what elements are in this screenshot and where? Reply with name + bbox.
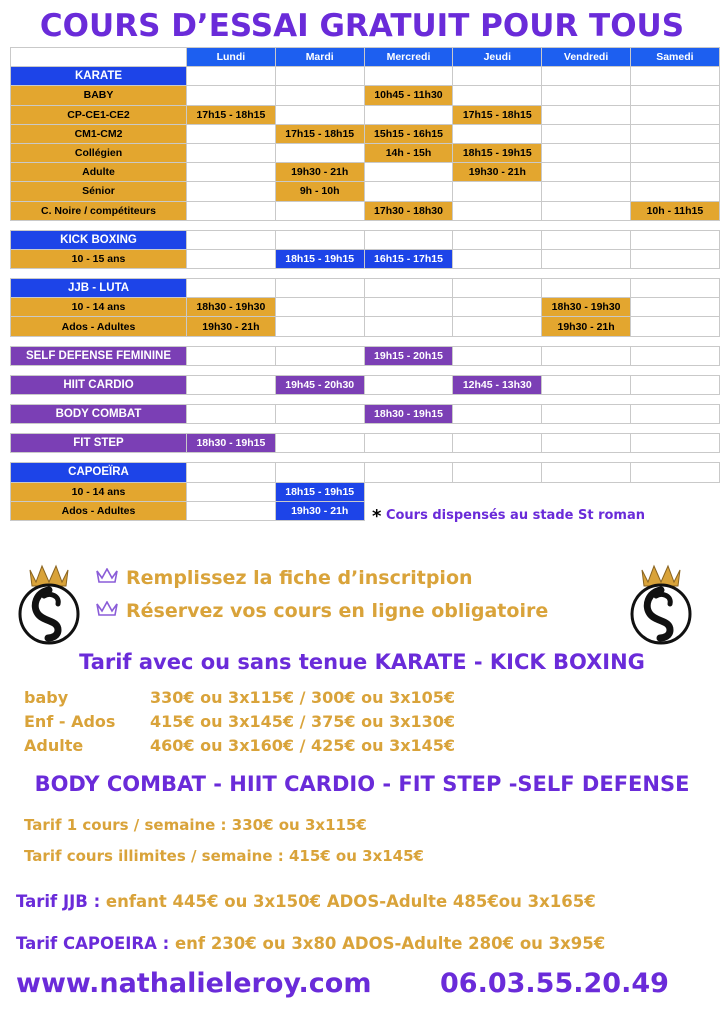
- empty-cell: [542, 405, 631, 424]
- karate-row-label: Collégien: [11, 143, 187, 162]
- empty-cell: [630, 346, 719, 365]
- header-corner: [11, 48, 187, 67]
- crown-icon: [96, 595, 126, 628]
- section-selfdefense-label: SELF DEFENSE FEMININE: [11, 346, 187, 365]
- gap-cell: [364, 365, 453, 375]
- tarif-jjb-value: enfant 445€ ou 3x150€ ADOS-Adulte 485€ou 3x165€: [100, 892, 596, 911]
- bullet-reservation-text: Réservez vos cours en ligne obligatoire: [126, 600, 549, 622]
- gap-cell: [542, 395, 631, 405]
- gap-cell: [630, 424, 719, 434]
- empty-cell: [453, 230, 542, 249]
- empty-cell: [364, 67, 453, 86]
- time-slot: 18h15 - 19h15: [275, 482, 364, 501]
- empty-cell: [453, 482, 542, 501]
- time-slot: 10h - 11h15: [630, 201, 719, 220]
- time-slot: 17h30 - 18h30: [364, 201, 453, 220]
- time-slot: 10h45 - 11h30: [364, 86, 453, 105]
- gap-cell: [630, 365, 719, 375]
- gap-cell: [11, 395, 187, 405]
- day-header: Vendredi: [542, 48, 631, 67]
- gap-cell: [453, 220, 542, 230]
- tarif-capoeira: [16, 934, 605, 953]
- empty-cell: [630, 163, 719, 182]
- empty-cell: [275, 230, 364, 249]
- empty-cell: [630, 67, 719, 86]
- empty-cell: [630, 298, 719, 317]
- empty-cell: [453, 317, 542, 336]
- empty-cell: [630, 143, 719, 162]
- karate-row-label: C. Noire / compétiteurs: [11, 201, 187, 220]
- empty-cell: [453, 463, 542, 482]
- empty-cell: [630, 249, 719, 268]
- day-header: Jeudi: [453, 48, 542, 67]
- empty-cell: [364, 105, 453, 124]
- tarif-fitness-2: Tarif cours illimites / semaine : 415€ ou 3x145€: [24, 847, 424, 865]
- bullet-reservation: [96, 595, 548, 628]
- tarif-capoeira-value: enf 230€ ou 3x80 ADOS-Adulte 280€ ou 3x95€: [169, 934, 606, 953]
- gap-cell: [364, 453, 453, 463]
- gap-cell: [542, 365, 631, 375]
- time-slot: 17h15 - 18h15: [187, 105, 276, 124]
- empty-cell: [187, 279, 276, 298]
- section-kickboxing: KICK BOXING: [11, 230, 187, 249]
- price-row: [24, 710, 455, 734]
- empty-cell: [630, 434, 719, 453]
- gap-cell: [542, 336, 631, 346]
- tarif-capoeira-label: Tarif CAPOEIRA :: [16, 934, 170, 953]
- empty-cell: [542, 279, 631, 298]
- empty-cell: [275, 67, 364, 86]
- empty-cell: [364, 482, 453, 501]
- page-title: COURS D’ESSAI GRATUIT POUR TOUS: [39, 8, 685, 44]
- karate-row-label: CM1-CM2: [11, 124, 187, 143]
- empty-cell: [187, 375, 276, 394]
- empty-cell: [187, 182, 276, 201]
- gap-cell: [187, 424, 276, 434]
- time-slot: 19h45 - 20h30: [275, 375, 364, 394]
- gap-cell: [630, 336, 719, 346]
- empty-cell: [187, 463, 276, 482]
- empty-cell: [187, 230, 276, 249]
- empty-cell: [542, 375, 631, 394]
- empty-cell: [542, 182, 631, 201]
- gap-cell: [364, 220, 453, 230]
- price-value: 415€ ou 3x145€ / 375€ ou 3x130€: [150, 712, 456, 731]
- empty-cell: [630, 317, 719, 336]
- empty-cell: [453, 405, 542, 424]
- capoeira-row-label: 10 - 14 ans: [11, 482, 187, 501]
- gap-cell: [630, 453, 719, 463]
- empty-cell: [630, 279, 719, 298]
- time-slot: 18h30 - 19h15: [187, 434, 276, 453]
- gap-cell: [187, 365, 276, 375]
- time-slot: 12h45 - 13h30: [453, 375, 542, 394]
- location-note: [372, 506, 645, 527]
- day-header: Lundi: [187, 48, 276, 67]
- info-bullets: [96, 562, 548, 628]
- empty-cell: [453, 279, 542, 298]
- gap-cell: [11, 453, 187, 463]
- empty-cell: [542, 143, 631, 162]
- gap-cell: [275, 220, 364, 230]
- gap-cell: [275, 365, 364, 375]
- gap-cell: [11, 220, 187, 230]
- empty-cell: [275, 105, 364, 124]
- empty-cell: [630, 375, 719, 394]
- time-slot: 15h15 - 16h15: [364, 124, 453, 143]
- time-slot: 18h15 - 19h15: [453, 143, 542, 162]
- tarif-karate-list: [24, 686, 455, 758]
- bullet-inscription-text: Remplissez la fiche d’inscritpion: [126, 567, 473, 589]
- phone-number[interactable]: 06.03.55.20.49: [440, 968, 669, 999]
- empty-cell: [187, 482, 276, 501]
- gap-cell: [11, 365, 187, 375]
- empty-cell: [542, 67, 631, 86]
- section-fitstep-label: FIT STEP: [11, 434, 187, 453]
- empty-cell: [187, 143, 276, 162]
- karate-row-label: Adulte: [11, 163, 187, 182]
- empty-cell: [453, 67, 542, 86]
- empty-cell: [453, 346, 542, 365]
- jjb-row-label: 10 - 14 ans: [11, 298, 187, 317]
- gap-cell: [187, 220, 276, 230]
- empty-cell: [542, 346, 631, 365]
- gap-cell: [11, 424, 187, 434]
- note-star: *: [372, 506, 382, 527]
- gap-cell: [453, 453, 542, 463]
- gap-cell: [187, 395, 276, 405]
- gap-cell: [453, 336, 542, 346]
- section-bodycombat-label: BODY COMBAT: [11, 405, 187, 424]
- time-slot: 18h15 - 19h15: [275, 249, 364, 268]
- section-jjb: JJB - LUTA: [11, 279, 187, 298]
- cobra-logo-right: [626, 556, 696, 646]
- empty-cell: [187, 346, 276, 365]
- gap-cell: [364, 269, 453, 279]
- empty-cell: [187, 405, 276, 424]
- empty-cell: [275, 201, 364, 220]
- time-slot: 17h15 - 18h15: [453, 105, 542, 124]
- empty-cell: [364, 163, 453, 182]
- price-label: Enf - Ados: [24, 712, 116, 731]
- empty-cell: [630, 86, 719, 105]
- day-header: Mercredi: [364, 48, 453, 67]
- gap-cell: [542, 453, 631, 463]
- gap-cell: [630, 220, 719, 230]
- empty-cell: [542, 201, 631, 220]
- time-slot: 19h30 - 21h: [275, 501, 364, 520]
- gap-cell: [275, 269, 364, 279]
- empty-cell: [364, 434, 453, 453]
- time-slot: 18h30 - 19h30: [542, 298, 631, 317]
- time-slot: 14h - 15h: [364, 143, 453, 162]
- empty-cell: [542, 230, 631, 249]
- gap-cell: [364, 336, 453, 346]
- empty-cell: [275, 143, 364, 162]
- gap-cell: [453, 424, 542, 434]
- crown-icon: [96, 562, 126, 595]
- empty-cell: [630, 124, 719, 143]
- empty-cell: [364, 182, 453, 201]
- empty-cell: [187, 67, 276, 86]
- empty-cell: [453, 201, 542, 220]
- gap-cell: [275, 453, 364, 463]
- day-header: Mardi: [275, 48, 364, 67]
- price-row: [24, 734, 455, 758]
- jjb-row-label: Ados - Adultes: [11, 317, 187, 336]
- kickboxing-row-label: 10 - 15 ans: [11, 249, 187, 268]
- gap-cell: [11, 336, 187, 346]
- time-slot: 19h30 - 21h: [187, 317, 276, 336]
- empty-cell: [630, 230, 719, 249]
- empty-cell: [364, 279, 453, 298]
- time-slot: 9h - 10h: [275, 182, 364, 201]
- empty-cell: [542, 163, 631, 182]
- gap-cell: [630, 269, 719, 279]
- empty-cell: [364, 463, 453, 482]
- gap-cell: [542, 269, 631, 279]
- empty-cell: [187, 249, 276, 268]
- gap-cell: [11, 269, 187, 279]
- empty-cell: [364, 230, 453, 249]
- price-value: 330€ ou 3x115€ / 300€ ou 3x105€: [150, 688, 456, 707]
- section-karate: KARATE: [11, 67, 187, 86]
- tarif-jjb: [16, 892, 596, 911]
- empty-cell: [187, 86, 276, 105]
- section-hiit-label: HIIT CARDIO: [11, 375, 187, 394]
- note-text: Cours dispensés au stade St roman: [385, 508, 645, 523]
- empty-cell: [542, 86, 631, 105]
- empty-cell: [542, 124, 631, 143]
- empty-cell: [275, 279, 364, 298]
- karate-row-label: Sénior: [11, 182, 187, 201]
- price-label: Adulte: [24, 736, 84, 755]
- empty-cell: [542, 434, 631, 453]
- empty-cell: [275, 463, 364, 482]
- capoeira-row-label: Ados - Adultes: [11, 501, 187, 520]
- empty-cell: [275, 298, 364, 317]
- empty-cell: [187, 501, 276, 520]
- empty-cell: [630, 182, 719, 201]
- price-row: [24, 686, 455, 710]
- time-slot: 18h30 - 19h15: [364, 405, 453, 424]
- empty-cell: [275, 317, 364, 336]
- schedule-table: [10, 47, 720, 521]
- gap-cell: [453, 365, 542, 375]
- gap-cell: [542, 220, 631, 230]
- empty-cell: [275, 86, 364, 105]
- gap-cell: [275, 395, 364, 405]
- tarif-jjb-label: Tarif JJB :: [16, 892, 101, 911]
- gap-cell: [187, 269, 276, 279]
- empty-cell: [630, 405, 719, 424]
- karate-row-label: CP-CE1-CE2: [11, 105, 187, 124]
- empty-cell: [187, 201, 276, 220]
- empty-cell: [187, 163, 276, 182]
- gap-cell: [630, 395, 719, 405]
- price-label: baby: [24, 688, 69, 707]
- gap-cell: [364, 395, 453, 405]
- tarif-fitness-1: Tarif 1 cours / semaine : 330€ ou 3x115€: [24, 816, 367, 834]
- time-slot: 19h30 - 21h: [453, 163, 542, 182]
- bullet-inscription: [96, 562, 548, 595]
- gap-cell: [453, 395, 542, 405]
- gap-cell: [275, 336, 364, 346]
- empty-cell: [630, 105, 719, 124]
- time-slot: 18h30 - 19h30: [187, 298, 276, 317]
- empty-cell: [187, 124, 276, 143]
- time-slot: 19h30 - 21h: [542, 317, 631, 336]
- empty-cell: [542, 482, 631, 501]
- empty-cell: [453, 249, 542, 268]
- karate-row-label: BABY: [11, 86, 187, 105]
- empty-cell: [453, 182, 542, 201]
- empty-cell: [542, 249, 631, 268]
- section-capoeira: CAPOEÏRA: [11, 463, 187, 482]
- time-slot: 19h15 - 20h15: [364, 346, 453, 365]
- empty-cell: [453, 86, 542, 105]
- empty-cell: [542, 105, 631, 124]
- gap-cell: [187, 336, 276, 346]
- empty-cell: [453, 298, 542, 317]
- time-slot: 17h15 - 18h15: [275, 124, 364, 143]
- tarif-karate-heading: Tarif avec ou sans tenue KARATE - KICK BOXING: [79, 650, 645, 674]
- empty-cell: [364, 298, 453, 317]
- empty-cell: [453, 434, 542, 453]
- empty-cell: [630, 482, 719, 501]
- website-link[interactable]: www.nathalieleroy.com: [16, 968, 372, 999]
- empty-cell: [630, 463, 719, 482]
- empty-cell: [542, 463, 631, 482]
- gap-cell: [453, 269, 542, 279]
- gap-cell: [364, 424, 453, 434]
- empty-cell: [275, 434, 364, 453]
- time-slot: 19h30 - 21h: [275, 163, 364, 182]
- empty-cell: [275, 405, 364, 424]
- empty-cell: [275, 346, 364, 365]
- empty-cell: [364, 375, 453, 394]
- gap-cell: [275, 424, 364, 434]
- price-value: 460€ ou 3x160€ / 425€ ou 3x145€: [150, 736, 456, 755]
- time-slot: 16h15 - 17h15: [364, 249, 453, 268]
- gap-cell: [187, 453, 276, 463]
- gap-cell: [542, 424, 631, 434]
- day-header: Samedi: [630, 48, 719, 67]
- cobra-logo-left: [14, 556, 84, 646]
- empty-cell: [453, 124, 542, 143]
- empty-cell: [364, 317, 453, 336]
- tarif-fitness-heading: BODY COMBAT - HIIT CARDIO - FIT STEP -SELF DEFENSE: [34, 772, 690, 796]
